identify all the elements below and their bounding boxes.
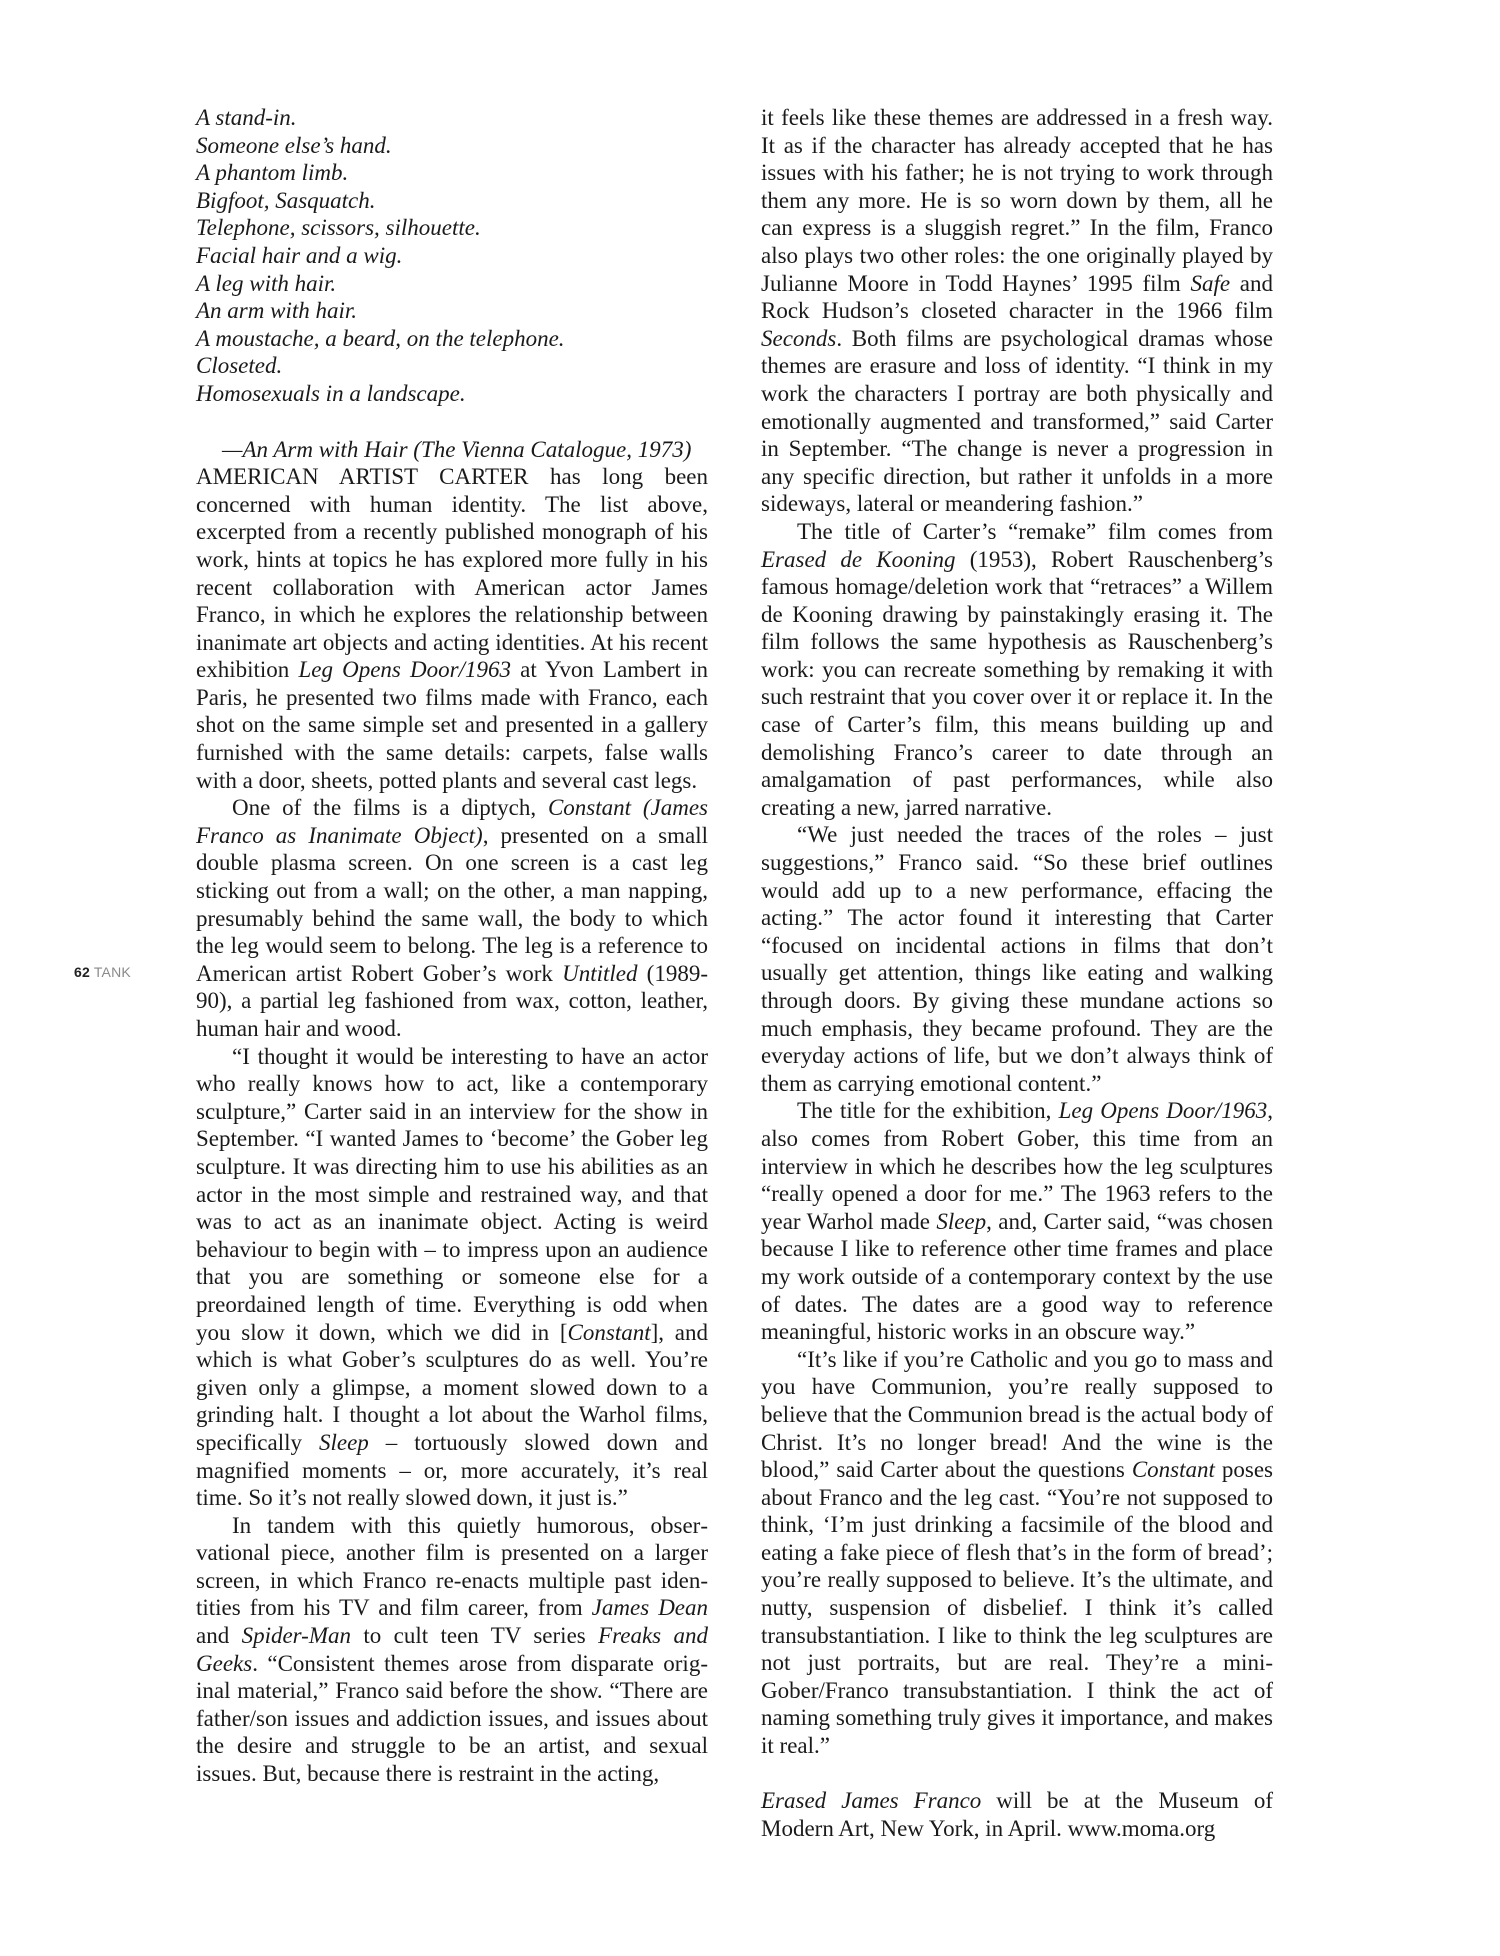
poem-line: A phantom limb.: [196, 160, 349, 186]
article-paragraph: The title for the exhibition, Leg Opens Door/1963, also comes from Robert Gober, this time from an interview in which he describes how the leg sculptures “really opened a door for me.” The 1963 refers to the year Warhol made Sleep, and, Carter said, “was chosen because I like to reference other time frames and place my work outside of a contemporary context by the use of dates. The dates are a good way to reference meaningful, historic works in an obscure way.”: [761, 1098, 1274, 1345]
article-paragraph: it feels like these themes are addressed in a fresh way. It as if the character has already accepted that he has issues with his father; he is not trying to work through them any more. He is so worn down by them, all he can express is a sluggish regret.” In the film, Franco also plays two other roles: the one originally played by Julianne Moore in Todd Haynes’ 1995 film Safe and Rock Hudson’s closeted character in the 1966 film Seconds. Both films are psychological dramas whose themes are erasure and loss of identity. “I think in my work the characters I portray are both physically and emotionally augmented and transformed,” said Carter in September. “The change is never a progression in any specific direction, but rather it unfolds in a more sideways, lateral or meandering fashion.”: [761, 105, 1273, 517]
poem-line: Facial hair and a wig.: [196, 242, 403, 268]
poem: [196, 104, 708, 408]
page-number: 62: [74, 964, 90, 980]
poem-line: Bigfoot, Sasquatch.: [196, 187, 376, 213]
closing-note: Erased James Franco will be at the Museum of Modern Art, New York, in April. www.moma.org: [761, 1788, 1273, 1841]
poem-line: A moustache, a beard, on the telephone.: [196, 325, 565, 351]
poem-line: A stand-in.: [196, 105, 297, 130]
article-paragraph: “It’s like if you’re Catholic and you go to mass and you have Communion, you’re really supposed to believe that the Communion bread is the actual body of Christ. It’s no longer bread! And the wine is the blood,” said Carter about the questions Constant poses about Franco and the leg cast. “You’re not supposed to think, ‘I’m just drinking a facsimile of the blood and eating a fake piece of flesh that’s in the form of bread’; you’re really supposed to believe. It’s the ultimate, and nutty, suspension of disbelief. I think it’s called transubstantiation. I like to think the leg sculptures are not just portraits, but are real. They’re a mini-Gober/Franco transubstantiation. I think the act of naming something truly gives it importance, and makes it real.”: [761, 1346, 1273, 1759]
poem-line: Telephone, scissors, silhouette.: [196, 215, 481, 241]
article-paragraph: AMERICAN ARTIST CARTER has long been concerned with human identity. The list above, excerpted from a recently published monograph of his work, hints at topics he has explored more fully in his recent collaboration with American actor James Franco, in which he explores the relationship between inanimate art objects and acting identities. At his recent exhibition Leg Opens Door/1963 at Yvon Lambert in Paris, he presented two films made with Franco, each shot on the same simple set and presented in a gallery furnished with the same details: carpets, false walls with a door, sheets, potted plants and several cast legs.: [196, 464, 708, 793]
article-paragraph: “We just needed the traces of the roles – just suggestions,” Franco said. “So these brief outlines would add up to a new performance, effacing the acting.” The actor found it interesting that Carter “focused on incidental actions in films that don’t usually get attention, things like eating and walking through doors. By giving these mundane actions so much emphasis, they became profound. They are the everyday actions of life, but we don’t always think of them as carrying emotional content.”: [761, 822, 1273, 1096]
poem-line: An arm with hair.: [196, 298, 358, 324]
poem-attribution: —An Arm with Hair (The Vienna Catalogue, 1973): [222, 436, 692, 462]
article-paragraph: In tandem with this quietly humorous, observational piece, another film is presented on a larger screen, in which Franco re-enacts multiple past identities from his TV and film career, from James Dean and Spider-Man to cult teen TV series Freaks and Geeks. “Consistent themes arose from disparate original material,” Franco said before the show. “There are father/son issues and addiction issues, and issues about the desire and struggle to be an artist, and sexual issues. But, because there is restraint in the acting,: [196, 1512, 709, 1787]
article-paragraph: One of the films is a diptych, Constant (James Franco as Inanimate Object), presented on a small double plasma screen. On one screen is a cast leg sticking out from a wall; on the other, a man napping, presumably behind the same wall, the body to which the leg would seem to belong. The leg is a reference to American artist Robert Gober’s work Untitled (1989-90), a partial leg fashioned from wax, cotton, leather, human hair and wood.: [196, 795, 708, 1041]
right-column: [761, 104, 1273, 1842]
article-paragraph: The title of Carter’s “remake” film comes from Erased de Kooning (1953), Robert Rauschenberg’s famous homage/deletion work that “retraces” a Willem de Kooning drawing by painstakingly erasing it. The film follows the same hypothesis as Rauschenberg’s work: you can recreate something by remaking it with such restraint that you cover over it or replace it. In the case of Carter’s film, this means building up and demolishing Franco’s career to date through an amalgamation of past performances, while also creating a new, jarred narrative.: [761, 518, 1273, 820]
left-column: [196, 104, 708, 1788]
poem-line: Homosexuals in a landscape.: [196, 380, 466, 406]
poem-line: A leg with hair.: [196, 270, 337, 296]
magazine-name: TANK: [93, 964, 131, 980]
poem-line: Closeted.: [196, 353, 283, 379]
article-paragraph: “I thought it would be interesting to have an actor who really knows how to act, like a contemporary sculpture,” Carter said in an interview for the show in September. “I wanted James to ‘become’ the Gober leg sculpture. It was directing him to use his abilities as an actor in the most simple and restrained way, and that was to act as an inanimate object. Acting is weird behaviour to begin with – to impress upon an audience that you are something or someone else for a preordained length of time. Everything is odd when you slow it down, which we did in [Constant], and which is what Gober’s sculptures do as well. You’re given only a glimpse, a moment slowed down to a grinding halt. I thought a lot about the Warhol films, specifically Sleep – tortuously slowed down and magnified moments – or, more accurately, it’s real time. So it’s not really slowed down, it just is.”: [196, 1043, 708, 1511]
poem-line: Someone else’s hand.: [196, 132, 392, 158]
page-folio: [74, 964, 131, 980]
